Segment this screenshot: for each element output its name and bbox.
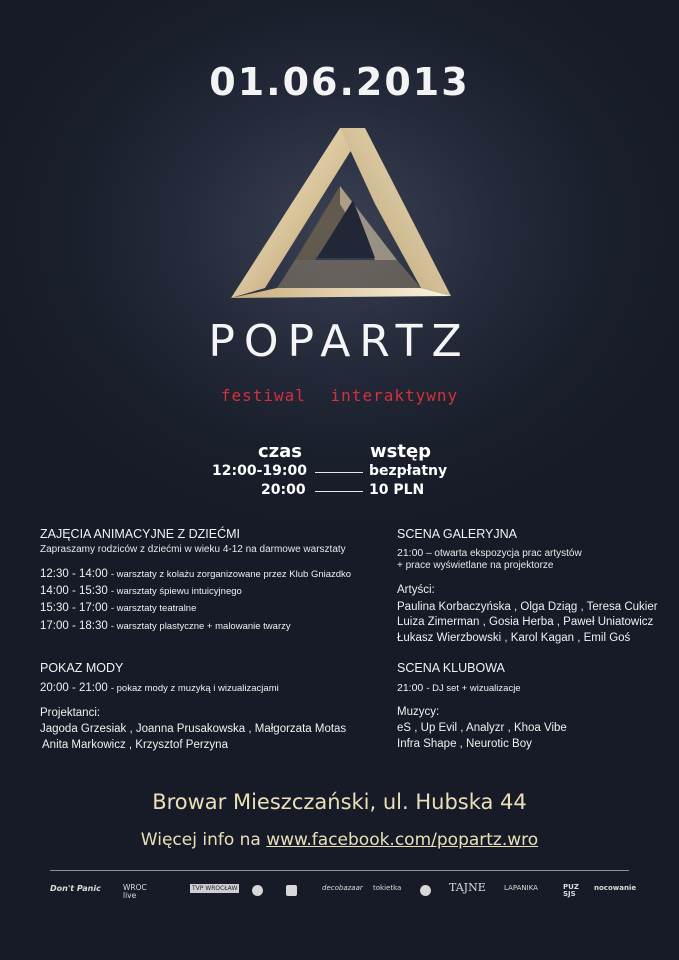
club-musicians-line: Infra Shape , Neurotic Boy — [397, 738, 532, 750]
gallery-desc: 21:00 – otwarta ekspozycja prac artystów — [397, 547, 582, 559]
fashion-designers-line: Jagoda Grzesiak , Joanna Prusakowska , Małgorzata Motas — [40, 723, 347, 735]
festival-subtitle: festiwal interaktywny — [220, 386, 459, 405]
gallery-artists-line: Paulina Korbaczyńska , Olga Dziąg , Teresa Cukier — [397, 601, 658, 613]
kids-section-title: ZAJĘCIA ANIMACYJNE Z DZIEĆMI — [40, 527, 241, 541]
gallery-artists-label: Artyści: — [397, 584, 435, 596]
schedule-line-2 — [315, 491, 363, 492]
club-musicians-line: eS , Up Evil , Analyzr , Khoa Vibe — [397, 722, 567, 734]
festival-brand-title: POPARTZ — [208, 316, 471, 367]
club-section-title: SCENA KLUBOWA — [397, 661, 505, 675]
gallery-desc-2: + prace wyświetlane na projektorze — [397, 560, 554, 571]
sponsor-logo: decobazaar — [322, 884, 363, 892]
schedule-time-header: czas — [258, 441, 303, 462]
schedule-time-2: 20:00 — [261, 482, 306, 498]
sponsor-shield-icon — [252, 885, 263, 896]
sponsor-logo: tokietka — [373, 884, 402, 892]
club-musicians-label: Muzycy: — [397, 706, 440, 718]
kids-intro: Zapraszamy rodziców z dziećmi w wieku 4-12 na darmowe warsztaty — [40, 544, 346, 555]
event-date: 01.06.2013 — [209, 60, 470, 104]
gallery-artists-line: Luiza Zimerman , Gosia Herba , Paweł Uniatowicz — [397, 616, 654, 628]
fashion-designers-label: Projektanci: — [40, 707, 101, 719]
schedule-price-2: 10 PLN — [369, 482, 425, 498]
sponsor-logo: LAPANIKA — [504, 884, 538, 892]
sponsor-logo: TVP WROCŁAW — [192, 885, 238, 892]
schedule-price-1: bezpłatny — [369, 463, 448, 479]
schedule-entry-header: wstęp — [370, 441, 432, 462]
sponsor-logo: nocowanie — [594, 884, 637, 892]
gallery-artists-line: Łukasz Wierzbowski , Karol Kagan , Emil Goś — [397, 632, 631, 644]
club-item: 21:00 - DJ set + wizualizacje — [397, 682, 521, 694]
gallery-section-title: SCENA GALERYJNA — [397, 527, 517, 541]
facebook-link[interactable]: www.facebook.com/popartz.wro — [266, 830, 539, 850]
sponsor-logo: PUZ SJS — [563, 883, 579, 898]
fashion-section-title: POKAZ MODY — [40, 661, 124, 675]
sponsor-logo: TAJNE — [449, 881, 486, 894]
fashion-item: 20:00 - 21:00 - pokaz mody z muzyką i wizualizacjami — [40, 682, 279, 694]
venue-address: Browar Mieszczański, ul. Hubska 44 — [152, 790, 527, 814]
kids-item: 15:30 - 17:00 - warsztaty teatralne — [40, 602, 197, 614]
sponsor-logo: Don't Panic — [50, 884, 101, 893]
kids-item: 12:30 - 14:00 - warsztaty z kolażu zorganizowane przez Klub Gniazdko — [40, 568, 352, 580]
kids-item: 14:00 - 15:30 - warsztaty śpiewu intuicyjnego — [40, 585, 242, 597]
sponsor-round-icon — [420, 885, 431, 896]
more-info: Więcej info na www.facebook.com/popartz.wro — [140, 830, 539, 850]
impossible-triangle-logo — [225, 120, 455, 310]
sponsor-mark-icon — [286, 885, 297, 896]
footer-divider — [50, 870, 629, 871]
schedule-line-1 — [315, 472, 363, 473]
fashion-designers-line: Anita Markowicz , Krzysztof Perzyna — [42, 739, 228, 751]
sponsor-logo: WROC live — [123, 883, 147, 900]
kids-item: 17:00 - 18:30 - warsztaty plastyczne + malowanie twarzy — [40, 620, 291, 632]
schedule-time-1: 12:00-19:00 — [212, 463, 307, 479]
